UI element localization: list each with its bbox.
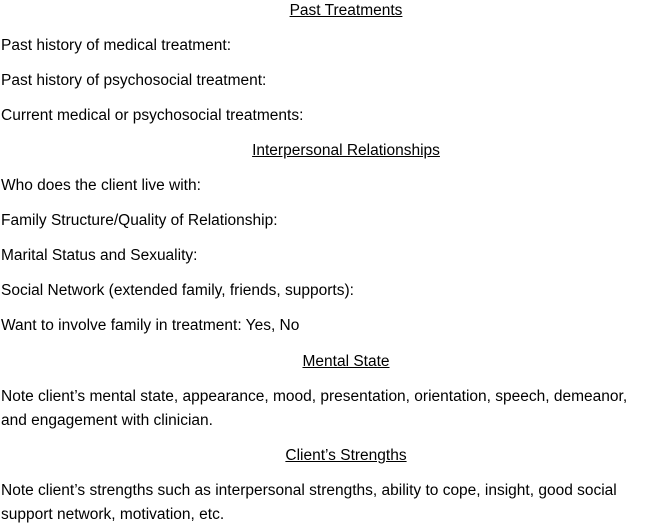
heading-interpersonal-relationships: Interpersonal Relationships [252, 142, 440, 159]
field-past-psychosocial-treatment: Past history of psychosocial treatment: [1, 72, 267, 89]
field-marital-status: Marital Status and Sexuality: [1, 247, 198, 264]
field-current-treatments: Current medical or psychosocial treatments: [1, 107, 304, 124]
heading-mental-state: Mental State [302, 353, 390, 370]
field-lives-with: Who does the client live with: [1, 177, 201, 194]
mental-state-note-line-2: and engagement with clinician. [1, 412, 213, 429]
field-past-medical-treatment: Past history of medical treatment: [1, 37, 232, 54]
heading-clients-strengths: Client’s Strengths [285, 447, 407, 464]
mental-state-note-line-1: Note client’s mental state, appearance, mood, presentation, orientation, speech, demeanor, [1, 388, 628, 405]
field-involve-family: Want to involve family in treatment: Yes, No [1, 317, 300, 334]
strengths-note-line-2: support network, motivation, etc. [1, 506, 225, 523]
field-family-structure: Family Structure/Quality of Relationship: [1, 212, 278, 229]
heading-past-treatments: Past Treatments [289, 2, 403, 19]
field-social-network: Social Network (extended family, friends, supports): [1, 282, 354, 299]
strengths-note-line-1: Note client’s strengths such as interpersonal strengths, ability to cope, insight, good social [1, 482, 617, 499]
